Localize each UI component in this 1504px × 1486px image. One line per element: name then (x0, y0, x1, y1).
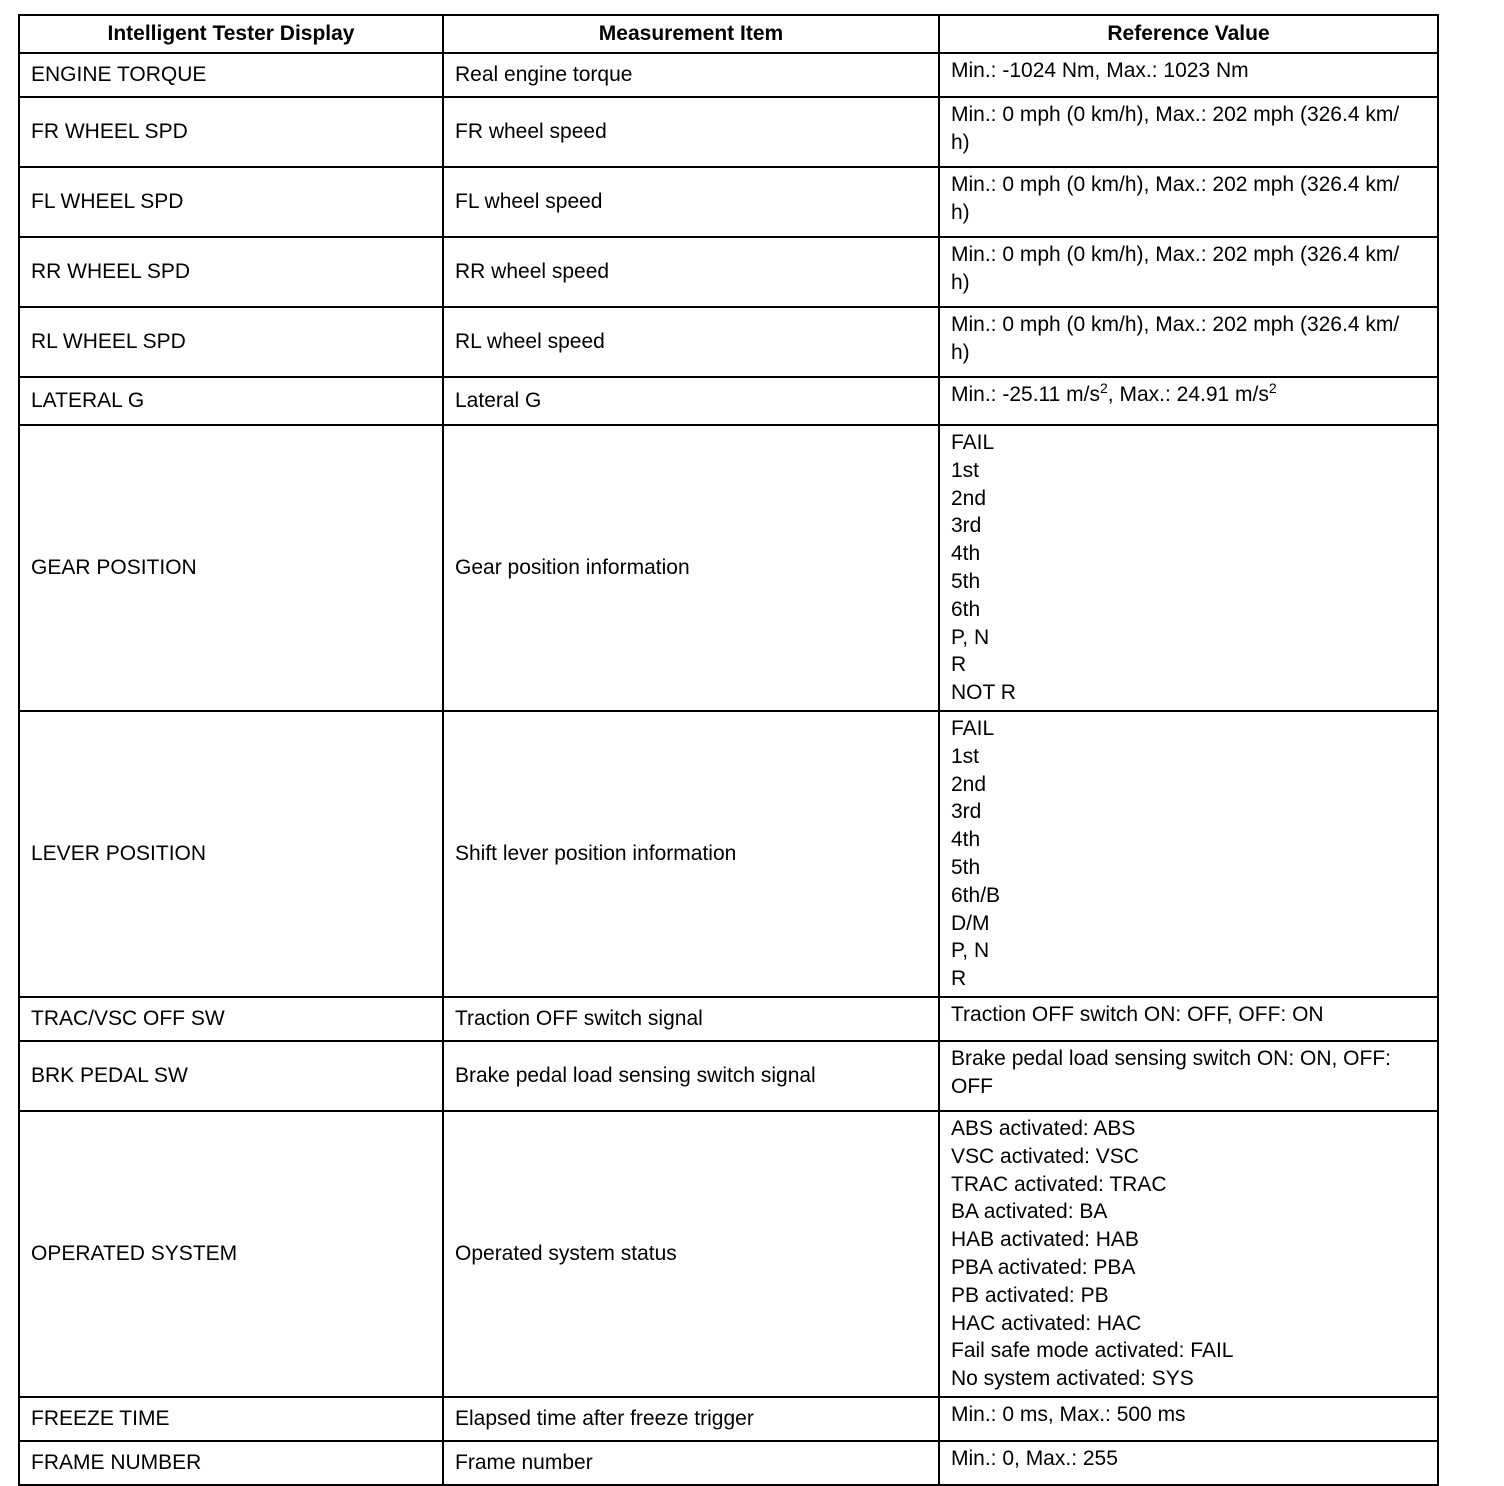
cell-display: LEVER POSITION (19, 711, 443, 997)
reference-line: P, N (951, 625, 990, 649)
cell-reference (939, 1441, 1438, 1485)
cell-reference (939, 307, 1438, 377)
cell-reference (939, 237, 1438, 307)
reference-line: NOT R (951, 681, 1016, 705)
cell-reference (939, 425, 1438, 711)
cell-reference (939, 711, 1438, 997)
cell-item: Operated system status (443, 1111, 939, 1397)
reference-line: BA activated: BA (951, 1200, 1108, 1224)
table-row (19, 307, 1438, 377)
cell-item: Brake pedal load sensing switch signal (443, 1041, 939, 1111)
reference-line: HAB activated: HAB (951, 1228, 1139, 1252)
header-tester-display: Intelligent Tester Display (19, 15, 443, 53)
reference-line (951, 381, 1426, 409)
table-row (19, 997, 1438, 1041)
cell-item: Gear position information (443, 425, 939, 711)
cell-item: Traction OFF switch signal (443, 997, 939, 1041)
cell-display: FR WHEEL SPD (19, 97, 443, 167)
cell-item: FL wheel speed (443, 167, 939, 237)
cell-item: Lateral G (443, 377, 939, 425)
reference-line: Min.: 0 mph (0 km/h), Max.: 202 mph (326.4 km/ (951, 243, 1400, 266)
reference-line: Min.: 0 mph (0 km/h), Max.: 202 mph (326.4 km/ (951, 313, 1400, 336)
table-body (19, 53, 1438, 1485)
reference-line: Min.: 0 ms, Max.: 500 ms (951, 1402, 1186, 1426)
cell-display: FL WHEEL SPD (19, 167, 443, 237)
table-row (19, 167, 1438, 237)
reference-line: HAC activated: HAC (951, 1311, 1142, 1335)
reference-line: TRAC activated: TRAC (951, 1172, 1167, 1196)
reference-line: 5th (951, 855, 981, 879)
cell-reference (939, 1041, 1438, 1111)
reference-line: h) (951, 130, 970, 154)
reference-line: 3rd (951, 800, 982, 824)
cell-item: Shift lever position information (443, 711, 939, 997)
table-row (19, 97, 1438, 167)
reference-line: 2nd (951, 772, 987, 796)
cell-display: FREEZE TIME (19, 1397, 443, 1441)
header-measurement-item: Measurement Item (443, 15, 939, 53)
cell-item: RR wheel speed (443, 237, 939, 307)
reference-line: No system activated: SYS (951, 1367, 1194, 1391)
reference-line: h) (951, 340, 970, 364)
reference-line: D/M (951, 911, 990, 935)
table-row (19, 425, 1438, 711)
lateral-max-exponent: 2 (1268, 380, 1277, 396)
reference-line: h) (951, 270, 970, 294)
cell-reference (939, 997, 1438, 1041)
lateral-min: Min.: -25.11 m/s (951, 383, 1100, 406)
reference-line: VSC activated: VSC (951, 1144, 1139, 1168)
cell-reference (939, 1397, 1438, 1441)
table-row (19, 711, 1438, 997)
reference-line: Min.: 0, Max.: 255 (951, 1446, 1118, 1470)
reference-line: 4th (951, 828, 981, 852)
reference-line: OFF (951, 1074, 993, 1098)
reference-line: 6th/B (951, 883, 1001, 907)
reference-line: 5th (951, 569, 981, 593)
header-reference-value: Reference Value (939, 15, 1438, 53)
cell-reference (939, 97, 1438, 167)
cell-item: FR wheel speed (443, 97, 939, 167)
table-header-row (19, 15, 1438, 53)
table-row (19, 1397, 1438, 1441)
reference-line: Brake pedal load sensing switch ON: ON, OFF: (951, 1046, 1392, 1070)
cell-item: Frame number (443, 1441, 939, 1485)
table-row (19, 377, 1438, 425)
reference-line: R (951, 653, 967, 677)
cell-item: RL wheel speed (443, 307, 939, 377)
table-row (19, 53, 1438, 97)
cell-display: GEAR POSITION (19, 425, 443, 711)
cell-display: OPERATED SYSTEM (19, 1111, 443, 1397)
lateral-min-exponent: 2 (1100, 380, 1108, 396)
cell-display: LATERAL G (19, 377, 443, 425)
reference-line: Traction OFF switch ON: OFF, OFF: ON (951, 1002, 1324, 1026)
reference-line: PBA activated: PBA (951, 1255, 1136, 1279)
cell-display: BRK PEDAL SW (19, 1041, 443, 1111)
reference-line: ABS activated: ABS (951, 1116, 1136, 1140)
reference-line: 3rd (951, 514, 982, 538)
reference-line: R (951, 967, 967, 991)
data-list-table (18, 14, 1439, 1486)
reference-line: 6th (951, 597, 981, 621)
reference-line: Fail safe mode activated: FAIL (951, 1339, 1234, 1363)
cell-reference (939, 1111, 1438, 1397)
reference-line: Min.: -1024 Nm, Max.: 1023 Nm (951, 59, 1249, 82)
cell-display: TRAC/VSC OFF SW (19, 997, 443, 1041)
table-row (19, 237, 1438, 307)
table-row (19, 1111, 1438, 1397)
cell-display: RR WHEEL SPD (19, 237, 443, 307)
reference-line: Min.: 0 mph (0 km/h), Max.: 202 mph (326.4 km/ (951, 103, 1400, 126)
reference-line: PB activated: PB (951, 1283, 1109, 1307)
reference-line: 2nd (951, 486, 987, 510)
reference-line: Min.: 0 mph (0 km/h), Max.: 202 mph (326.4 km/ (951, 173, 1400, 196)
reference-line: FAIL (951, 431, 995, 454)
cell-reference (939, 167, 1438, 237)
reference-line: 1st (951, 458, 980, 482)
reference-line: h) (951, 200, 970, 224)
table-row (19, 1041, 1438, 1111)
reference-line: P, N (951, 939, 990, 963)
reference-line: 4th (951, 542, 981, 566)
cell-display: FRAME NUMBER (19, 1441, 443, 1485)
table-row (19, 1441, 1438, 1485)
cell-reference (939, 53, 1438, 97)
cell-display: ENGINE TORQUE (19, 53, 443, 97)
reference-line: FAIL (951, 716, 995, 740)
cell-item: Real engine torque (443, 53, 939, 97)
lateral-max: , Max.: 24.91 m/s (1107, 383, 1269, 406)
cell-display: RL WHEEL SPD (19, 307, 443, 377)
cell-reference (939, 377, 1438, 425)
cell-item: Elapsed time after freeze trigger (443, 1397, 939, 1441)
reference-line: 1st (951, 744, 980, 768)
